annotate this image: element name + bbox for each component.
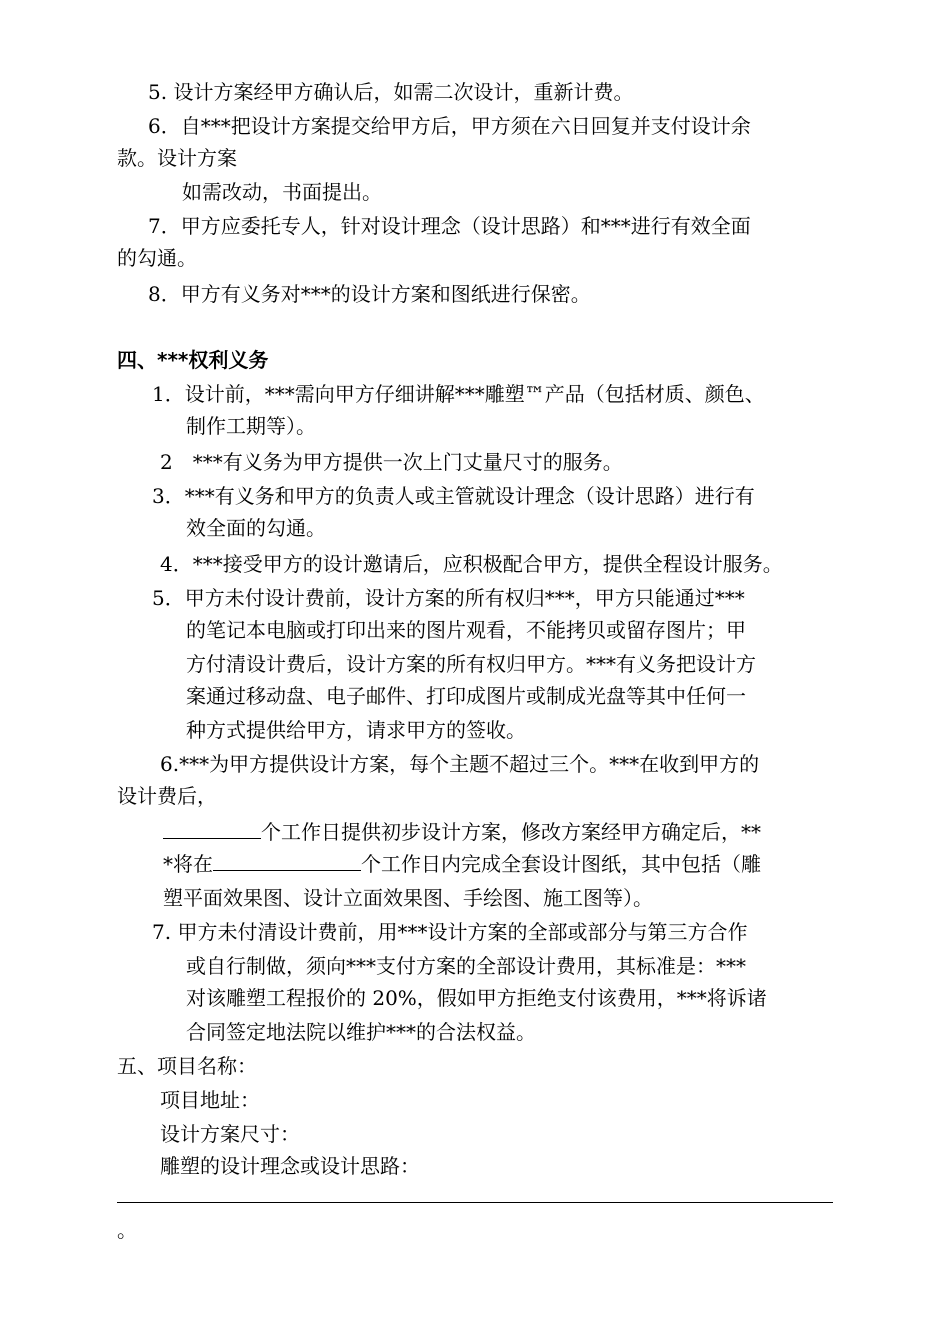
design-size-label: 设计方案尺寸： bbox=[160, 1122, 300, 1146]
s4-item5-line1: 5．甲方未付设计费前，设计方案的所有权归***，甲方只能通过*** bbox=[152, 586, 745, 610]
working-days-blank-1[interactable] bbox=[163, 818, 261, 839]
s4-item2: 2 ***有义务为甲方提供一次上门丈量尺寸的服务。 bbox=[160, 450, 623, 474]
s4-item5-line4: 案通过移动盘、电子邮件、打印成图片或制成光盘等其中任何一 bbox=[186, 684, 746, 708]
s4-item7-line1: 7. 甲方未付清设计费前，用***设计方案的全部或部分与第三方合作 bbox=[152, 920, 748, 944]
s3-item6-line1: 6．自***把设计方案提交给甲方后，甲方须在六日回复并支付设计余 bbox=[148, 114, 751, 138]
s4-item5-line3: 方付清设计费后，设计方案的所有权归甲方。***有义务把设计方 bbox=[186, 652, 756, 676]
working-days-blank-2[interactable] bbox=[213, 850, 361, 871]
s4-item4: 4．***接受甲方的设计邀请后，应积极配合甲方，提供全程设计服务。 bbox=[160, 552, 783, 576]
s3-item7-line1: 7．甲方应委托专人，针对设计理念（设计思路）和***进行有效全面 bbox=[148, 214, 751, 238]
s4-item3-line1: 3．***有义务和甲方的负责人或主管就设计理念（设计思路）进行有 bbox=[152, 484, 755, 508]
end-mark: 。 bbox=[117, 1218, 137, 1242]
s4-item3-line2: 效全面的勾通。 bbox=[186, 516, 326, 540]
s4-item5-line5: 种方式提供给甲方，请求甲方的签收。 bbox=[186, 718, 526, 742]
s4-item6-line4 bbox=[163, 848, 761, 880]
s3-item8: 8．甲方有义务对***的设计方案和图纸进行保密。 bbox=[148, 282, 591, 306]
s4-item7-line2: 或自行制做，须向***支付方案的全部设计费用，其标准是：*** bbox=[186, 954, 746, 978]
section5-title: 五、项目名称： bbox=[117, 1054, 257, 1078]
s4-item6-line1: 6.***为甲方提供设计方案，每个主题不超过三个。***在收到甲方的 bbox=[160, 752, 760, 776]
design-concept-label: 雕塑的设计理念或设计思路： bbox=[160, 1154, 420, 1178]
s4-item7-line4: 合同签定地法院以维护***的合法权益。 bbox=[186, 1020, 536, 1044]
s4-item6-line2: 设计费后， bbox=[117, 784, 217, 808]
s4-item6-line3 bbox=[163, 816, 761, 848]
s4-item7-line3: 对该雕塑工程报价的 20%，假如甲方拒绝支付该费用，***将诉诸 bbox=[186, 986, 767, 1010]
s4-item6-line5: 塑平面效果图、设计立面效果图、手绘图、施工图等）。 bbox=[163, 886, 653, 910]
s4-item5-line2: 的笔记本电脑或打印出来的图片观看，不能拷贝或留存图片；甲 bbox=[186, 618, 746, 642]
section4-title: 四、***权利义务 bbox=[117, 348, 269, 372]
s4-item6-line3-text: 个工作日提供初步设计方案，修改方案经甲方确定后，** bbox=[261, 820, 761, 844]
s3-item6-line2: 款。设计方案 bbox=[117, 146, 237, 170]
s4-item6-line4-a: *将在 bbox=[163, 852, 213, 876]
s3-item7-line2: 的勾通。 bbox=[117, 246, 197, 270]
horizontal-rule bbox=[117, 1202, 833, 1203]
s3-item6-line3: 如需改动，书面提出。 bbox=[182, 180, 382, 204]
s4-item1-line1: 1．设计前，***需向甲方仔细讲解***雕塑™产品（包括材质、颜色、 bbox=[152, 382, 765, 406]
project-address-label: 项目地址： bbox=[160, 1088, 260, 1112]
s4-item6-line4-b: 个工作日内完成全套设计图纸，其中包括（雕 bbox=[361, 852, 761, 876]
s4-item1-line2: 制作工期等）。 bbox=[186, 414, 316, 438]
s3-item5: 5. 设计方案经甲方确认后，如需二次设计，重新计费。 bbox=[148, 80, 634, 104]
